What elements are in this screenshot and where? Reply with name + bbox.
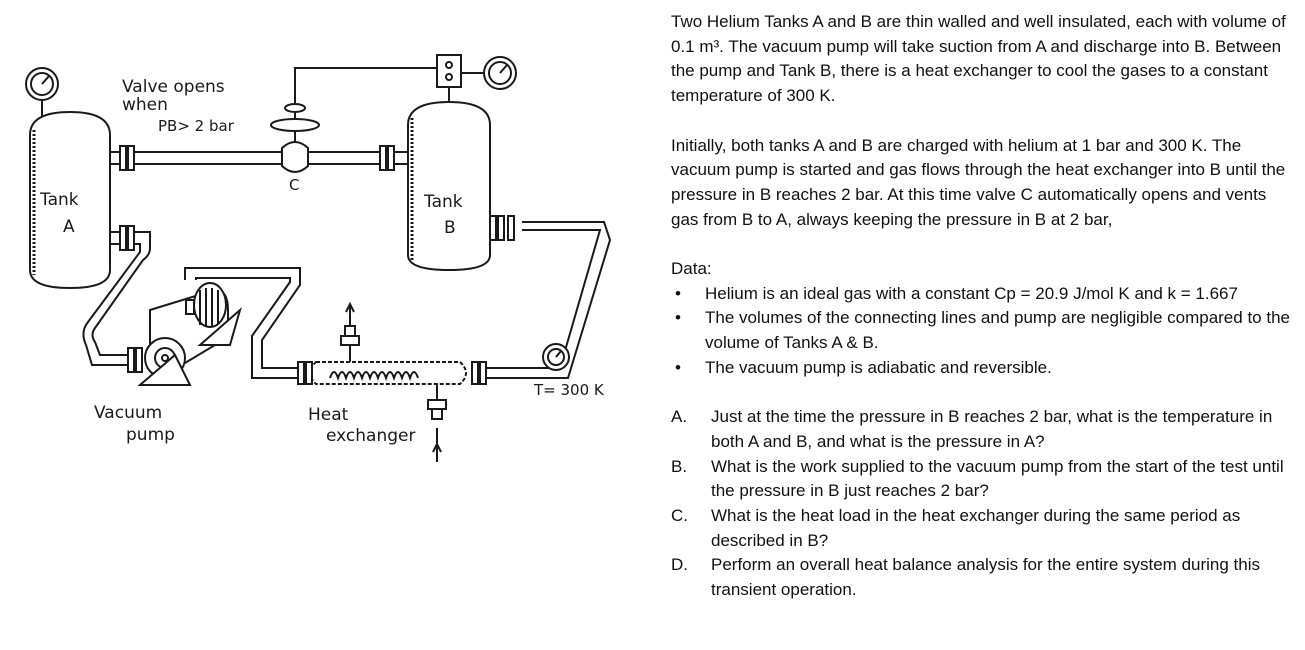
tank-b-letter: B [444, 218, 456, 238]
question-letter: C. [671, 506, 688, 526]
data-item-text: Helium is an ideal gas with a constant Cp = 20.9 J/mol K and k = 1.667 [705, 283, 1238, 303]
bullet-icon: • [675, 357, 681, 377]
tank-b [408, 88, 490, 270]
pressure-switch-box [437, 55, 484, 87]
valve-note-line3: PB> 2 bar [158, 117, 234, 135]
initial-conditions-paragraph: Initially, both tanks A and B are charged with helium at 1 bar and 300 K. The vacuum pump is started and gas flows through the heat exchanger into B until the pressure in B reaches 2 bar. At this time valve C automatically opens and vents gas from B to A, always keeping the pressure in B at 2 bar, [671, 135, 1286, 229]
question-text: What is the heat load in the heat exchanger during the same period as described in B? [711, 506, 1241, 550]
tank-a-letter: A [63, 217, 75, 237]
valve-letter: C [289, 176, 300, 194]
bullet-icon: • [675, 308, 681, 328]
questions-list [671, 405, 1296, 603]
list-item [671, 282, 1296, 307]
flange-icon [120, 146, 394, 170]
tank-a-label: Tank [40, 190, 79, 210]
question-letter: A. [671, 407, 688, 427]
hx-label-2: exchanger [326, 426, 416, 446]
tank-b-label: Tank [424, 192, 463, 212]
pump-label-2: pump [126, 425, 175, 445]
question-item [671, 405, 1296, 454]
valve-c-icon [271, 104, 319, 172]
question-item [671, 504, 1296, 553]
data-list [671, 282, 1296, 381]
pressure-gauge-a-icon [26, 68, 58, 116]
problem-statement [671, 10, 1296, 603]
bullet-icon: • [675, 283, 681, 303]
list-item [671, 356, 1296, 381]
hx-label: Heat [308, 405, 349, 425]
list-item [671, 306, 1296, 355]
question-text: What is the work supplied to the vacuum pump from the start of the test until the pressure in B just reaches 2 bar? [711, 456, 1284, 501]
pump-label: Vacuum [94, 403, 163, 423]
question-item [671, 455, 1296, 504]
data-item-text: The vacuum pump is adiabatic and reversible. [705, 357, 1052, 377]
question-text: Just at the time the pressure in B reaches 2 bar, what is the temperature in both A and B, and what is the pressure in A? [711, 407, 1273, 451]
temperature-gauge-icon [543, 344, 569, 370]
pressure-gauge-b-icon [484, 57, 516, 89]
question-item [671, 553, 1296, 602]
question-text: Perform an overall heat balance analysis for the entire system during this transient operation. [711, 555, 1260, 600]
data-item-text: The volumes of the connecting lines and pump are negligible compared to the volume of Tanks A & B. [705, 308, 1290, 353]
valve-note-line1: Valve opens [122, 77, 225, 97]
data-heading: Data: [671, 259, 712, 278]
intro-paragraph: Two Helium Tanks A and B are thin walled and well insulated, each with volume of 0.1 m³. The vacuum pump will take suction from A and discharge into B. Between the pump and Tank B, there is a heat exchanger to cool the gases to a constant temperature of 300 K. [671, 12, 1286, 106]
temperature-label: T= 300 K [534, 381, 604, 399]
valve-note-line2: when [122, 95, 168, 115]
vacuum-pump-icon [140, 283, 240, 385]
question-letter: B. [671, 456, 688, 476]
question-letter: D. [671, 555, 688, 575]
